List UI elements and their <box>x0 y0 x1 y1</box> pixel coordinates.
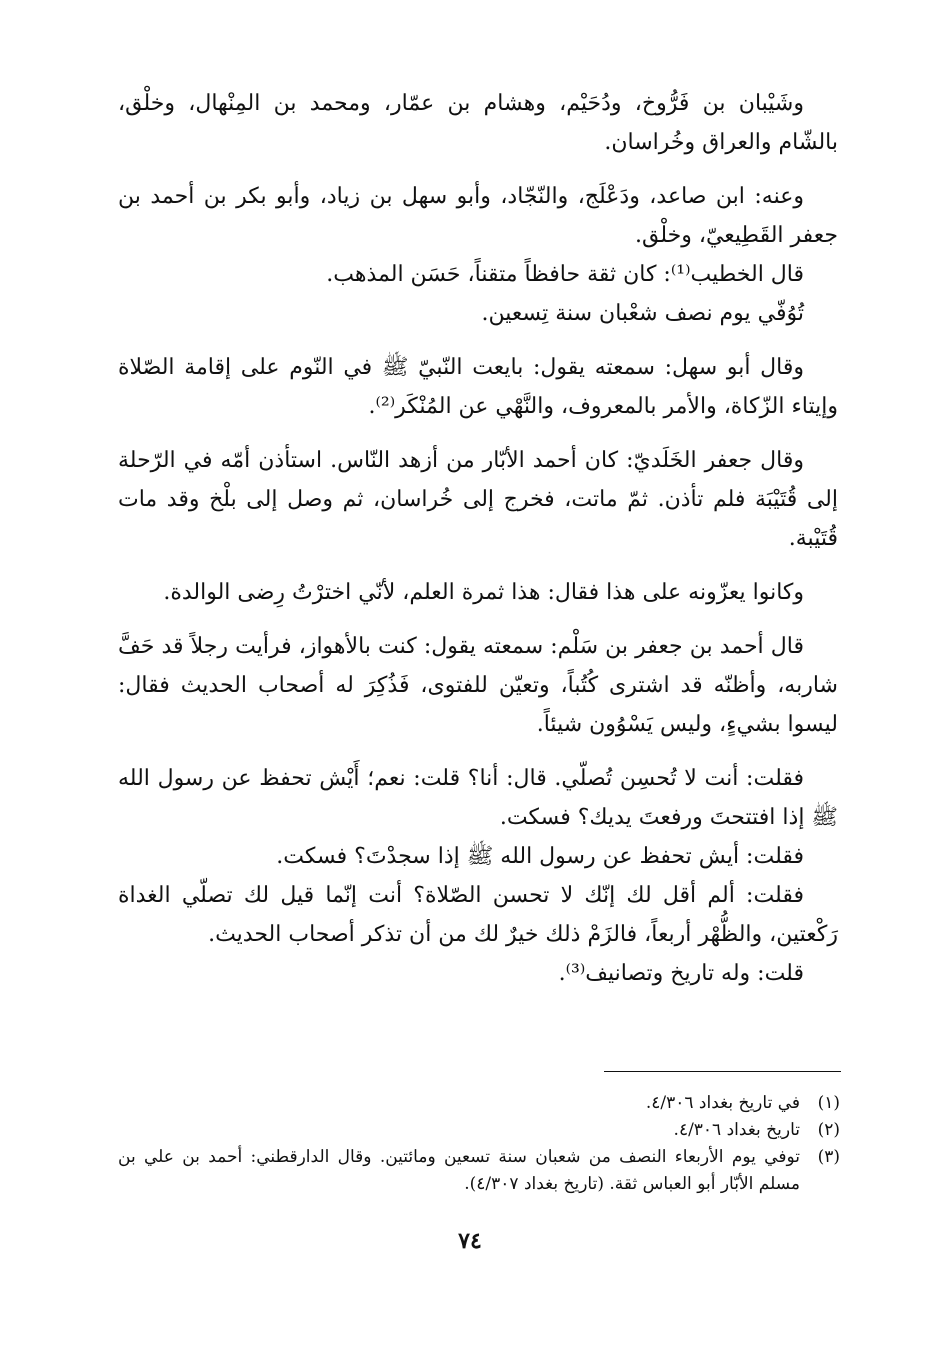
footnote-number: (٣) <box>817 1147 840 1167</box>
paragraph-closing: قلت: وله تاريخ وتصانيف⁽³⁾. <box>558 961 804 986</box>
footnote-text: توفي يوم الأربعاء النصف من شعبان سنة تسعين ومائتين. وقال الدارقطني: أحمد بن علي بن مسلم الأبّار أبو العباس ثقة. (تاريخ بغداد ٤/٣٠٧). <box>118 1147 800 1194</box>
paragraph-khaladi: وقال جعفر الخَلَديّ: كان أحمد الأبّار من أزهد النّاس. استأذن أمّه في الرّحلة إلى قُتَيْبَة فلم تأذن. ثمّ ماتت، فخرج إلى خُراسان، ثم وصل إلى بلْخ وقد مات قُتَيْبة. <box>118 448 838 551</box>
paragraph-students: وعنه: ابن صاعد، ودَعْلَج، والنّجّاد، وأبو سهل بن زياد، وأبو بكر بن أحمد بن جعفر القَطِيعيّ، وخلْق. <box>118 184 838 248</box>
footnote <box>118 1117 840 1144</box>
paragraph-dialogue-2: فقلت: أيش تحفظ عن رسول الله ﷺ إذا سجدْتَ؟ فسكت. <box>276 844 804 869</box>
page-number: ٧٤ <box>458 1228 482 1254</box>
footnote <box>118 1144 840 1198</box>
paragraph-abu-sahl: وقال أبو سهل: سمعته يقول: بايعت النّبيّ ﷺ في النّوم على إقامة الصّلاة وإيتاء الزّكاة، والأمر بالمعروف، والنَّهْي عن المُنْكَر⁽²⁾. <box>118 355 838 419</box>
footnote-text: تاريخ بغداد ٤/٣٠٦. <box>673 1120 800 1140</box>
footnote-number: (١) <box>817 1093 840 1113</box>
paragraph-teachers: وشَيْبان بن فَرُّوخ، ودُحَيْم، وهشام بن عمّار، ومحمد بن المِنْهال، وخلْق، بالشّام والعراق وخُراسان. <box>118 91 838 155</box>
paragraph-dialogue-3: فقلت: ألم أقل لك إنّك لا تحسن الصّلاة؟ أنت إنّما قيل لك تصلّي الغداة رَكْعتين، والظُّهْر أربعاً، فالزَمْ ذلك خيرٌ لك من أن تذكر أصحاب الحديث. <box>118 883 838 947</box>
paragraph-condolence: وكانوا يعزّونه على هذا فقال: هذا ثمرة العلم، لأنّي اخترْتُ رِضى الوالدة. <box>163 580 804 605</box>
footnote-number: (٢) <box>817 1120 840 1140</box>
paragraph-death: تُوُفّي يوم نصف شعْبان سنة تِسعين. <box>481 301 804 326</box>
main-text <box>118 84 838 993</box>
paragraph-dialogue-1: فقلت: أنت لا تُحسِن تُصلّي. قال: أنا؟ قلت: نعم؛ أَيْش تحفظ عن رسول الله ﷺ إذا افتتحتَ ورفعتَ يديك؟ فسكت. <box>118 766 838 830</box>
paragraph-khatib-quote: قال الخطيب⁽¹⁾: كان ثقة حافظاً متقناً، حَسَن المذهب. <box>326 262 804 287</box>
footnotes <box>118 1090 840 1198</box>
footnote <box>118 1090 840 1117</box>
footnote-divider <box>604 1071 841 1072</box>
paragraph-ahwaz: قال أحمد بن جعفر بن سَلْم: سمعته يقول: كنت بالأهواز، فرأيت رجلاً قد حَفَّ شاربه، وأظنّه قد اشترى كُتُباً، وتعيّن للفتوى، فَذُكِرَ له أصحاب الحديث فقال: ليسوا بشيءٍ، وليس يَسْوُون شيئاً. <box>118 634 838 737</box>
footnote-text: في تاريخ بغداد ٤/٣٠٦. <box>645 1093 800 1113</box>
